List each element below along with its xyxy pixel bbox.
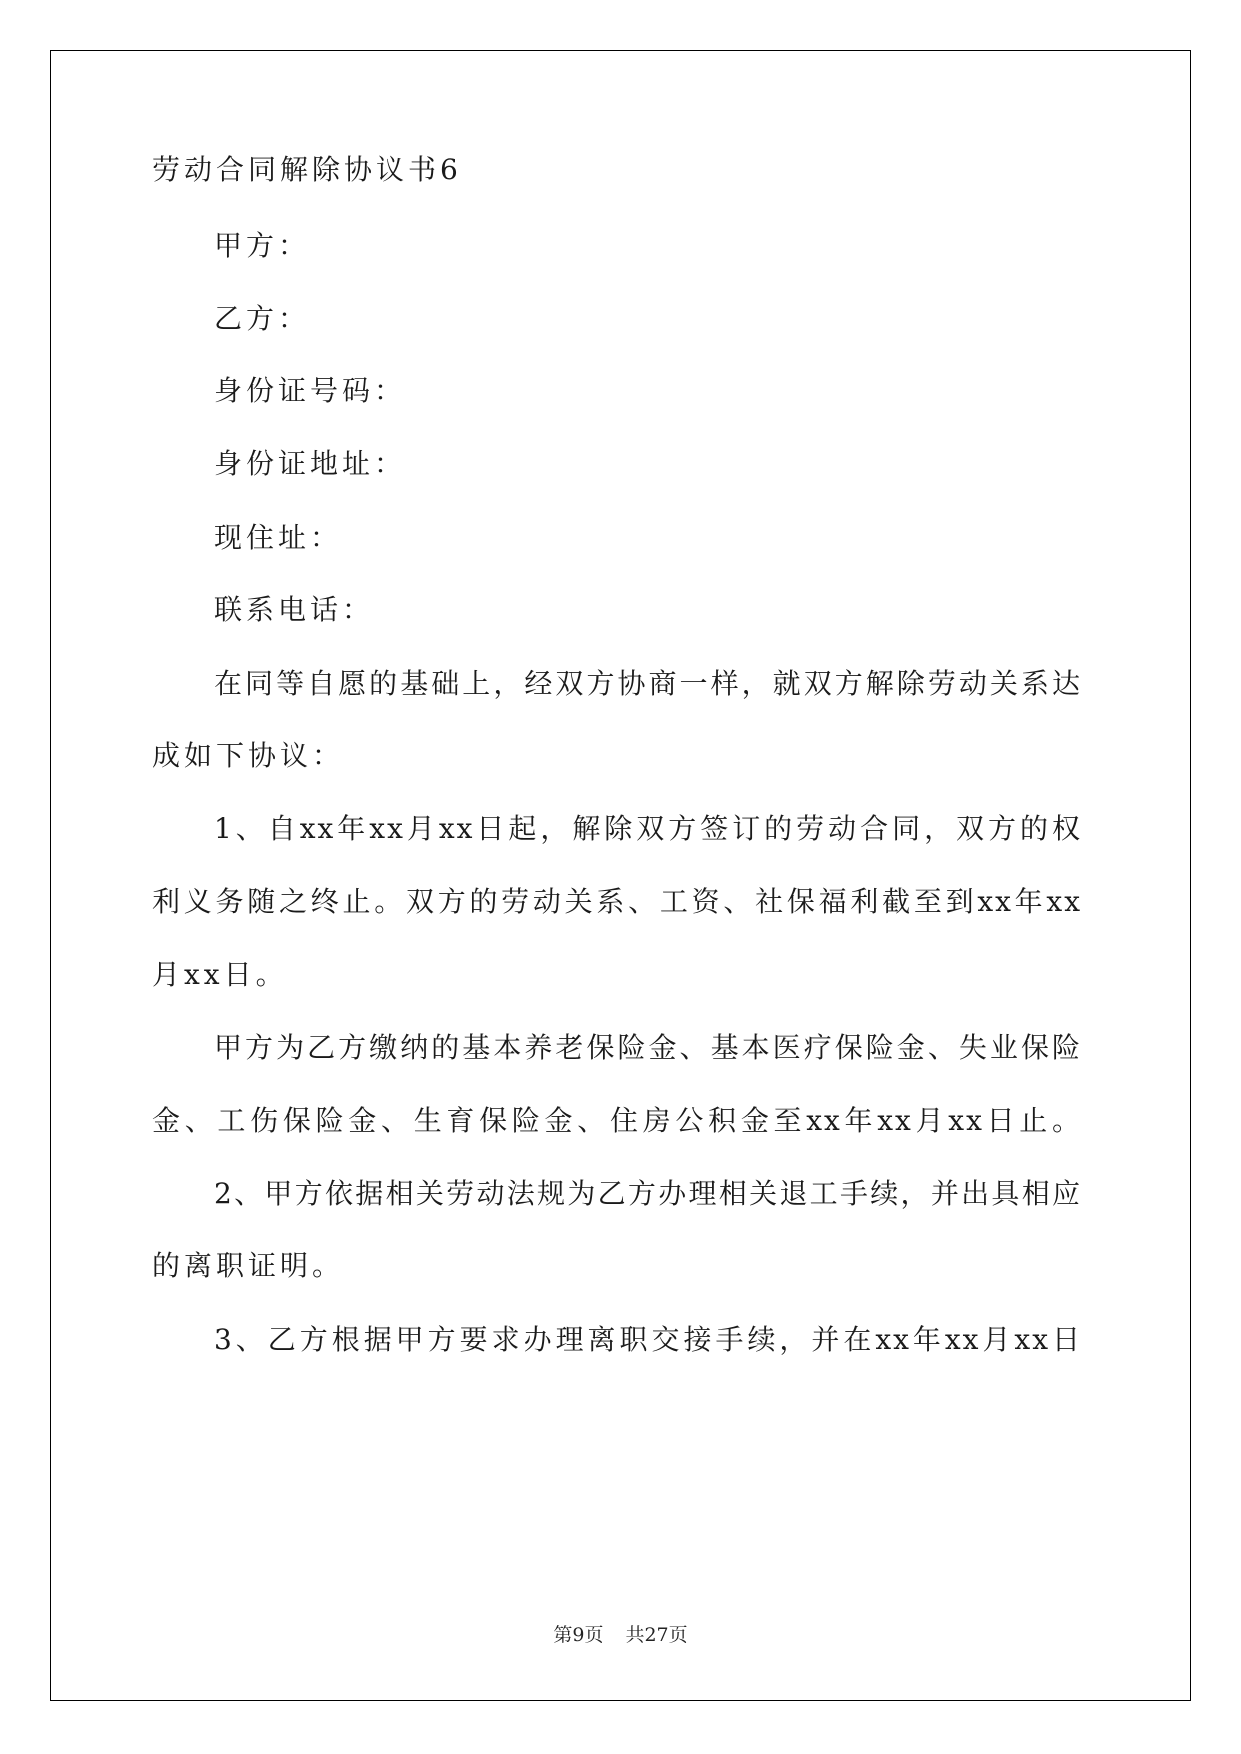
phone-label: 联系电话： (214, 593, 375, 626)
party-a-label: 甲方： (214, 229, 311, 262)
clause-3-line-1: 3、乙方根据甲方要求办理离职交接手续，并在xx年xx月xx日 (214, 1323, 1082, 1356)
page-border (50, 50, 1191, 1701)
page-number: 第9页 (553, 1624, 604, 1646)
id-number-label: 身份证号码： (214, 374, 407, 407)
insurance-line-1: 甲方为乙方缴纳的基本养老保险金、基本医疗保险金、失业保险 (214, 1031, 1082, 1064)
clause-2-line-2: 的离职证明。 (152, 1249, 345, 1282)
clause-1-line-3: 月xx日。 (152, 958, 288, 991)
document-title: 劳动合同解除协议书6 (152, 153, 462, 186)
intro-line-2: 成如下协议： (152, 739, 345, 772)
id-address-label: 身份证地址： (214, 447, 407, 480)
current-address-label: 现住址： (214, 521, 343, 554)
page-total: 共27页 (625, 1624, 688, 1646)
party-b-label: 乙方： (214, 302, 311, 335)
page-footer (0, 1623, 1241, 1647)
insurance-line-2: 金、工伤保险金、生育保险金、住房公积金至xx年xx月xx日止。 (152, 1104, 1082, 1137)
clause-1-line-2: 利义务随之终止。双方的劳动关系、工资、社保福利截至到xx年xx (152, 885, 1082, 918)
intro-line-1: 在同等自愿的基础上，经双方协商一样，就双方解除劳动关系达 (214, 667, 1082, 700)
clause-1-line-1: 1、自xx年xx月xx日起，解除双方签订的劳动合同，双方的权 (214, 812, 1082, 845)
clause-2-line-1: 2、甲方依据相关劳动法规为乙方办理相关退工手续，并出具相应 (214, 1177, 1082, 1210)
